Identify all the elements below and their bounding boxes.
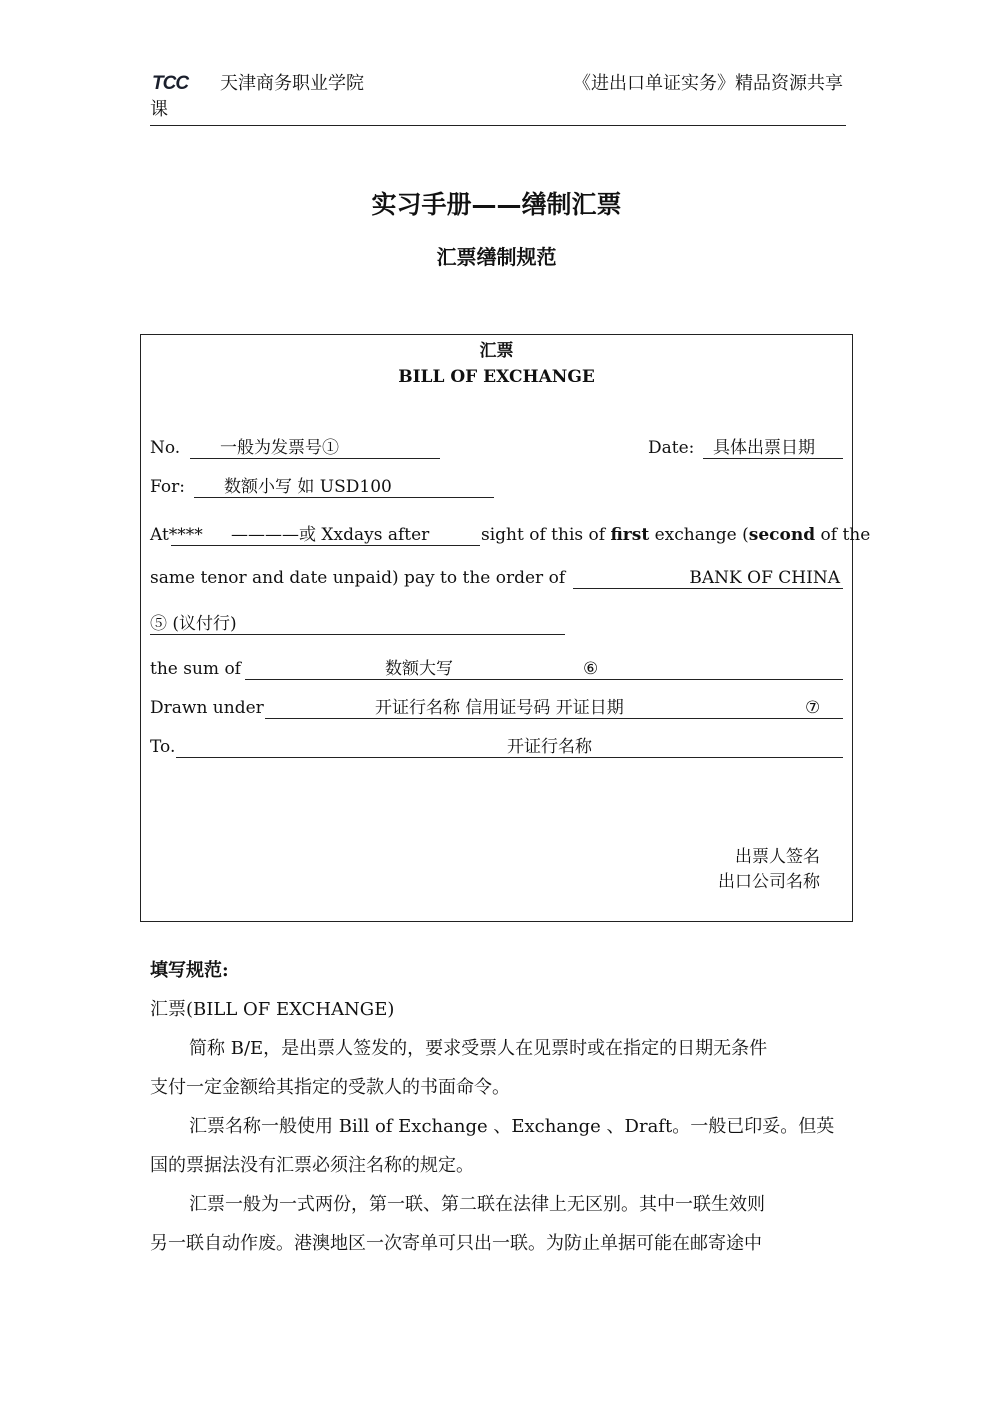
school-logo: TCC [152,73,189,94]
drawn-under-field [265,697,843,719]
form-heading-en: BILL OF EXCHANGE [398,367,595,387]
guide-heading: 填写规范: [150,960,229,981]
guide-term: 汇票(BILL OF EXCHANGE) [150,999,395,1020]
for-value: 数额小写 如 USD100 [224,477,392,497]
for-label: For: [150,477,185,497]
date-label: Date: [648,438,695,458]
guide-p3-line2: 另一联自动作废。港澳地区一次寄单可只出一联。为防止单据可能在邮寄途中 [150,1233,762,1254]
at-tail-3: of the [815,525,871,545]
sum-mark: ⑥ [583,659,599,679]
no-value: 一般为发票号① [220,438,339,458]
bank-field [573,567,843,589]
course-title: 《进出口单证实务》精品资源共享 [573,73,843,94]
date-field [703,437,843,459]
page-subtitle: 汇票缮制规范 [436,245,557,269]
to-field [176,736,843,758]
guide-p3-line1: 汇票一般为一式两份，第一联、第二联在法律上无区别。其中一联生效则 [189,1194,765,1215]
sum-label: the sum of [150,659,241,679]
at-tail-1: sight of this of [481,525,611,545]
drawn-under-label: Drawn under [150,698,264,718]
drawn-under-value: 开证行名称 信用证号码 开证日期 [375,698,624,718]
form-heading-cn: 汇票 [479,341,514,361]
second-exchange-word: second [748,525,816,545]
no-field [190,437,440,459]
school-name: 天津商务职业学院 [220,73,364,94]
at-sentence [481,524,870,546]
bank-value: BANK OF CHINA [689,568,840,588]
sum-value: 数额大写 [385,659,453,679]
at-tail-2: exchange ( [649,525,749,545]
exporter-name: 出口公司名称 [718,872,820,892]
at-label: At**** [150,525,203,545]
negotiating-bank-field [150,613,565,635]
at-value: ————或 Xxdays after [231,525,430,545]
first-exchange-word: first [610,525,650,545]
guide-p2-line2: 国的票据法没有汇票必须注名称的规定。 [150,1155,474,1176]
at-field [171,524,480,546]
for-field [194,476,494,498]
negotiating-bank-value: ⑤ (议付行) [150,614,237,634]
drawn-under-mark: ⑦ [805,698,821,718]
no-label: No. [150,438,181,458]
to-label: To. [150,737,176,757]
drawer-signature: 出票人签名 [735,847,820,867]
guide-p2-line1: 汇票名称一般使用 Bill of Exchange 、Exchange 、Draft。一般已印妥。但英 [189,1116,835,1137]
course-title-wrap: 课 [150,99,168,120]
page-title: 实习手册——缮制汇票 [371,190,622,219]
date-value: 具体出票日期 [713,438,815,458]
header-divider [150,125,846,126]
guide-p1-line1: 简称 B/E，是出票人签发的，要求受票人在见票时或在指定的日期无条件 [189,1038,768,1059]
to-value: 开证行名称 [507,737,592,757]
same-tenor-text: same tenor and date unpaid) pay to the order of [150,568,566,588]
sum-field [245,658,843,680]
guide-p1-line2: 支付一定金额给其指定的受款人的书面命令。 [150,1077,510,1098]
